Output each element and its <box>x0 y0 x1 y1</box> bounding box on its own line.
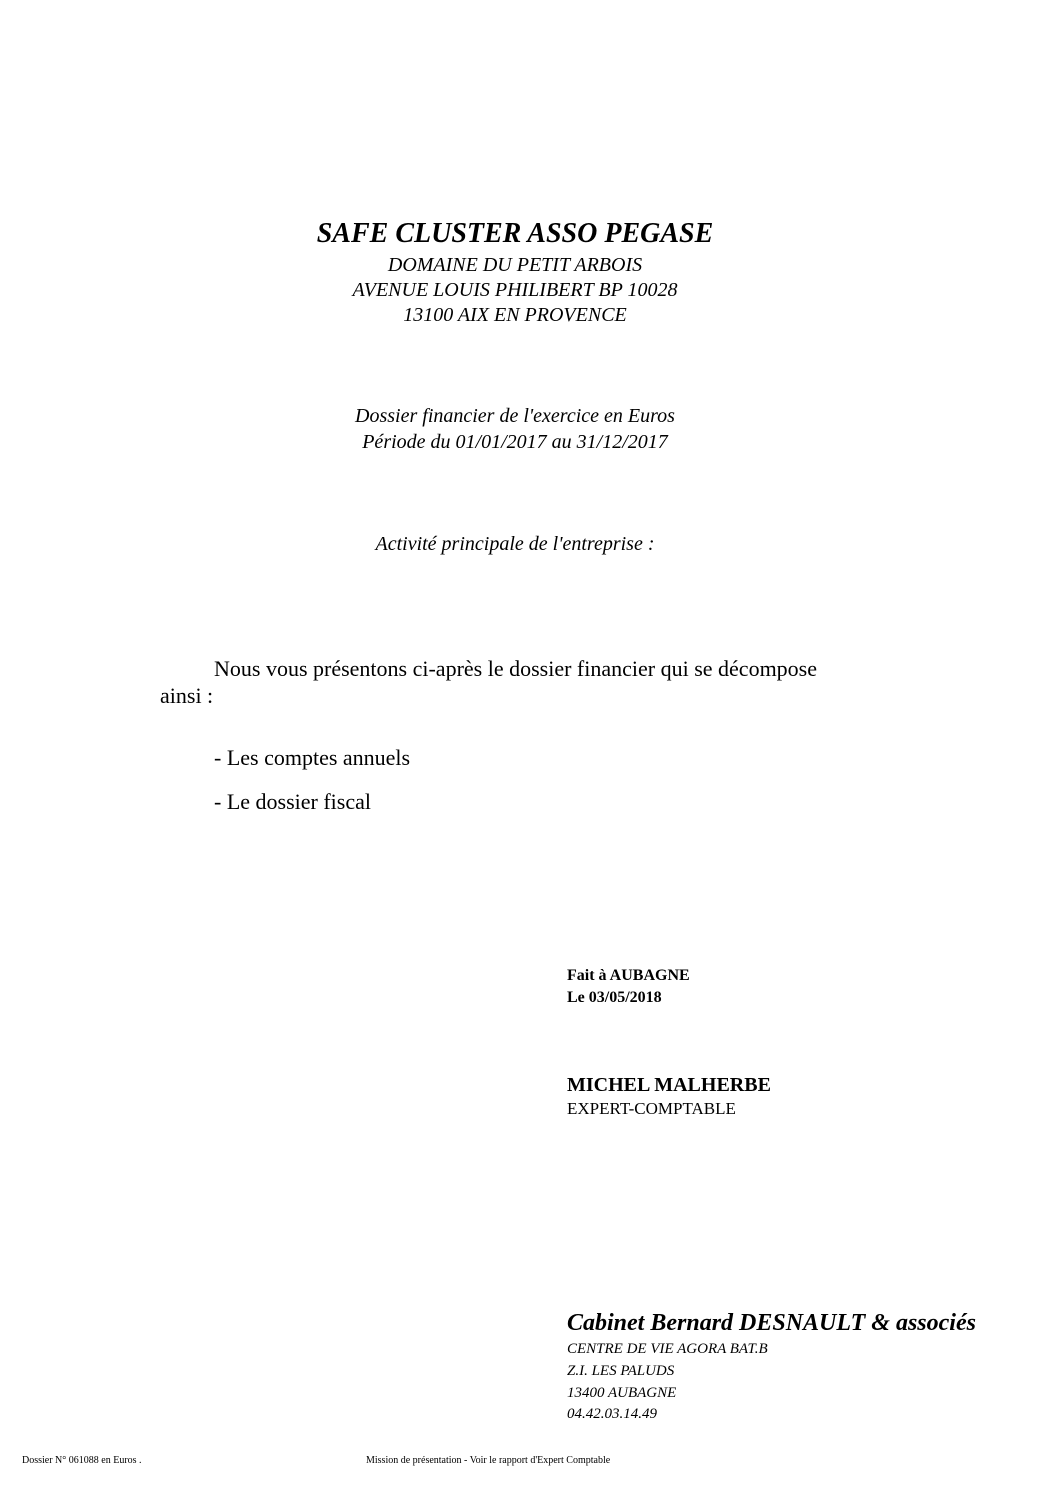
dossier-period: Période du 01/01/2017 au 31/12/2017 <box>362 431 668 453</box>
dossier-title: Dossier financier de l'exercice en Euros <box>355 405 675 427</box>
firm-address-line2: Z.I. LES PALUDS <box>567 1363 675 1379</box>
firm-address-line1: CENTRE DE VIE AGORA BAT.B <box>567 1341 768 1357</box>
intro-line1: Nous vous présentons ci-après le dossier financier qui se décompose <box>214 656 818 681</box>
footer-mission-note: Mission de présentation - Voir le rapport d'Expert Comptable <box>366 1455 611 1466</box>
firm-name: Cabinet Bernard DESNAULT & associés <box>567 1310 976 1336</box>
intro-line2: ainsi : <box>160 683 214 708</box>
signature-place: Fait à AUBAGNE <box>567 967 690 984</box>
main-activity-label: Activité principale de l'entreprise : <box>375 533 655 555</box>
firm-phone: 04.42.03.14.49 <box>567 1406 657 1422</box>
signer-name: MICHEL MALHERBE <box>567 1074 771 1096</box>
list-item: - Les comptes annuels <box>214 745 411 770</box>
company-address-line3: 13100 AIX EN PROVENCE <box>403 304 627 326</box>
signature-date: Le 03/05/2018 <box>567 989 662 1006</box>
firm-address-line3: 13400 AUBAGNE <box>567 1385 677 1401</box>
company-address-line2: AVENUE LOUIS PHILIBERT BP 10028 <box>352 279 678 301</box>
company-name: SAFE CLUSTER ASSO PEGASE <box>316 218 714 249</box>
company-address-line1: DOMAINE DU PETIT ARBOIS <box>387 254 643 276</box>
signer-title: EXPERT-COMPTABLE <box>567 1099 736 1118</box>
footer-dossier-number: Dossier N° 061088 en Euros . <box>22 1455 142 1466</box>
list-item: - Le dossier fiscal <box>214 789 371 814</box>
